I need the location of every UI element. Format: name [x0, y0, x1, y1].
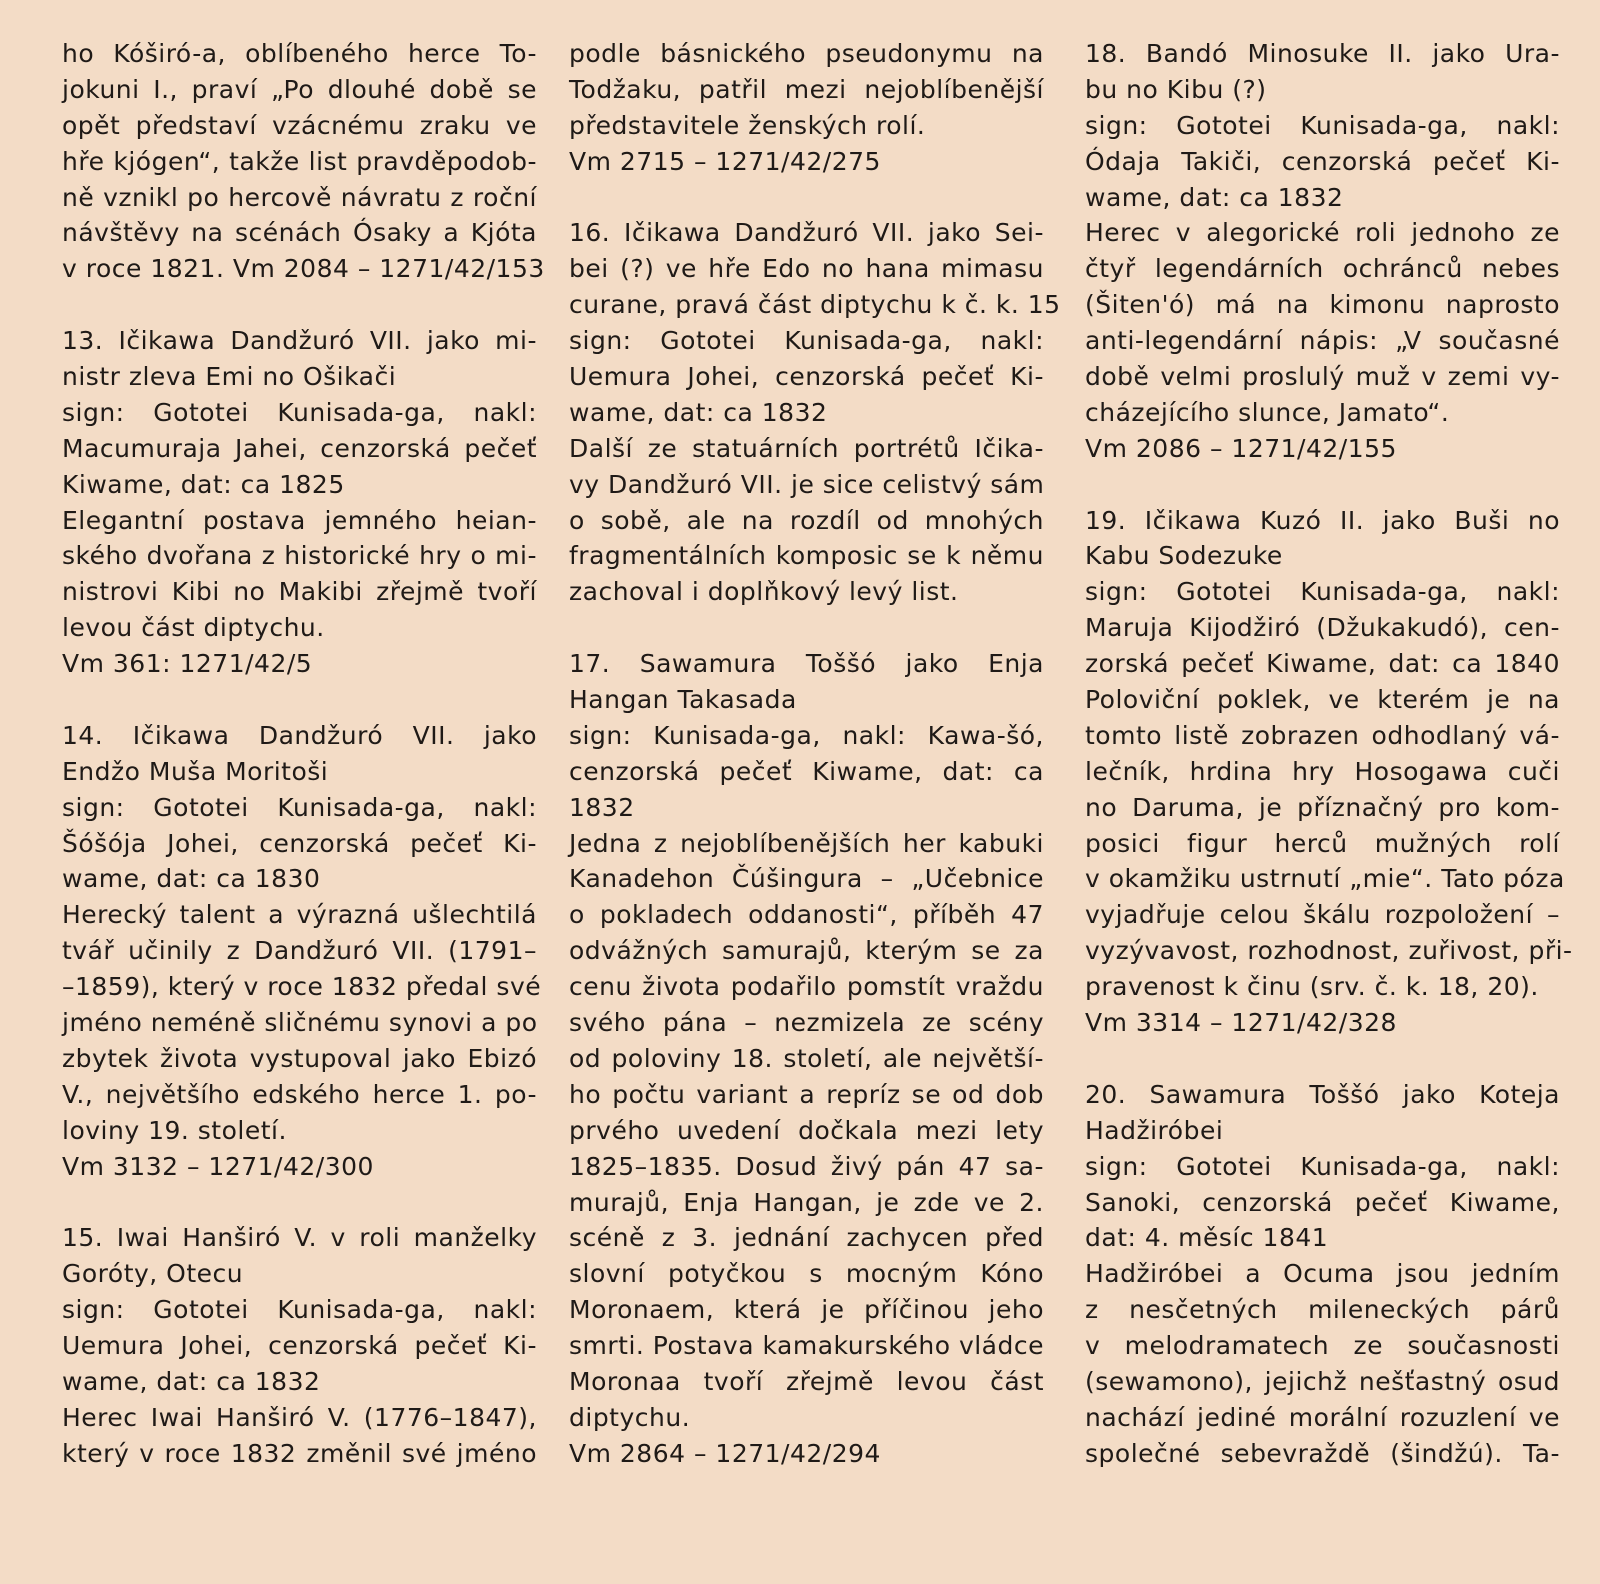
text-line: vy Dandžuró VII. je sice celistvý sám	[569, 469, 1045, 499]
text-line: Kabu Sodezuke	[1085, 541, 1283, 571]
text-line: (Šiten'ó) má na kimonu naprosto	[1085, 290, 1560, 320]
text-line: bei (?) ve hře Edo no hana mimasu	[569, 254, 1044, 284]
text-column-1	[62, 36, 545, 1508]
text-line: nachází jediné morální rozuzlení ve	[1085, 1402, 1560, 1432]
text-line: nistrovi Kibi no Makibi zřejmě tvoří	[62, 577, 537, 607]
text-line: sign: Gototei Kunisada-ga, nakl:	[62, 792, 537, 822]
text-line: (sewamono), jejichž nešťastný osud	[1085, 1366, 1560, 1396]
text-line: návštěvy na scénách Ósaky a Kjóta	[62, 218, 537, 248]
text-line: Uemura Johei, cenzorská pečeť Ki-	[62, 1331, 537, 1361]
text-line: představitele ženských rolí.	[569, 110, 926, 140]
text-line: Uemura Johei, cenzorská pečeť Ki-	[569, 362, 1044, 392]
text-line: Goróty, Otecu	[62, 1259, 244, 1289]
text-line: sign: Gototei Kunisada-ga, nakl:	[1085, 110, 1560, 140]
text-line: 16. Ičikawa Dandžuró VII. jako Sei-	[569, 218, 1044, 248]
text-line: wame, dat: ca 1832	[62, 1366, 321, 1396]
text-line: 13. Ičikawa Dandžuró VII. jako mi-	[62, 326, 537, 356]
text-line: 18. Bandó Minosuke II. jako Ura-	[1085, 39, 1560, 68]
text-line: o sobě, ale na rozdíl od mnohých	[569, 505, 1044, 535]
text-line: Hangan Takasada	[569, 685, 797, 715]
text-line: Vm 3314 – 1271/42/328	[1085, 1008, 1397, 1038]
text-line: cházejícího slunce, Jamato“.	[1085, 397, 1450, 427]
catalog-entry	[569, 215, 1061, 610]
text-line: jméno neméně sličnému synovi a po	[62, 1008, 538, 1038]
text-line: prvého uvedení dočkala mezi lety	[569, 1115, 1044, 1145]
text-line: v roce 1821. Vm 2084 – 1271/42/153	[62, 254, 545, 284]
text-line: od poloviny 18. století, ale největší-	[569, 1043, 1044, 1073]
text-line: nistr zleva Emi no Ošikači	[62, 362, 397, 392]
text-line: Herecký talent a výrazná ušlechtilá	[62, 900, 537, 930]
text-line: fragmentálních komposic se k němu	[569, 541, 1044, 571]
text-line: cenzorská pečeť Kiwame, dat: ca	[569, 756, 1044, 786]
text-line: Maruja Kijodžiró (Džukakudó), cen-	[1085, 613, 1560, 643]
text-line: Herec v alegorické roli jednoho ze	[1085, 218, 1560, 248]
text-line: Vm 2086 – 1271/42/155	[1085, 433, 1397, 463]
text-line: 15. Iwai Hanširó V. v roli manželky	[62, 1223, 537, 1253]
text-line: v melodramatech ze současnosti	[1085, 1331, 1560, 1361]
text-line: Kiwame, dat: ca 1825	[62, 469, 345, 499]
text-line: o pokladech oddanosti“, příběh 47	[569, 900, 1044, 930]
text-line: 1832	[569, 792, 635, 822]
text-line: čtyř legendárních ochránců nebes	[1085, 254, 1560, 284]
text-line: levou část diptychu.	[62, 613, 325, 643]
text-line: tomto listě zobrazen odhodlaný vá-	[1085, 720, 1560, 750]
text-line: 14. Ičikawa Dandžuró VII. jako	[62, 720, 537, 750]
text-line: Todžaku, patřil mezi nejoblíbenější	[569, 74, 1044, 104]
text-line: wame, dat: ca 1832	[569, 397, 828, 427]
catalog-entry	[62, 1220, 537, 1471]
text-line: Herec Iwai Hanširó V. (1776–1847),	[62, 1402, 537, 1432]
text-line: wame, dat: ca 1830	[62, 864, 321, 894]
text-line: době velmi proslulý muž v zemi vy-	[1085, 362, 1560, 392]
text-line: cenu života podařilo pomstít vraždu	[569, 972, 1044, 1002]
catalog-entry	[62, 718, 542, 1185]
text-line: zbytek života vystupoval jako Ebizó	[62, 1043, 537, 1073]
text-line: curane, pravá část diptychu k č. k. 15	[569, 290, 1061, 320]
text-line: odvážných samurajů, kterým se za	[569, 936, 1044, 966]
text-line: Macumuraja Jahei, cenzorská pečeť	[62, 433, 537, 463]
text-line: Ódaja Takiči, cenzorská pečeť Ki-	[1085, 146, 1560, 176]
text-line: ho Kóširó-a, oblíbeného herce To-	[62, 39, 537, 68]
text-line: Další ze statuárních portrétů Ičika-	[569, 433, 1044, 463]
text-line: Vm 2864 – 1271/42/294	[569, 1438, 881, 1468]
catalog-entry	[1085, 1077, 1560, 1472]
text-line: ského dvořana z historické hry o mi-	[62, 541, 537, 571]
text-line: lečník, hrdina hry Hosogawa cuči	[1085, 756, 1560, 786]
text-line: zachoval i doplňkový levý list.	[569, 577, 959, 607]
text-line: scéně z 3. jednání zachycen před	[569, 1223, 1044, 1253]
text-line: 20. Sawamura Toššó jako Koteja	[1085, 1079, 1560, 1109]
catalog-entry	[569, 36, 1044, 180]
text-line: sign: Kunisada-ga, nakl: Kawa-šó,	[569, 720, 1044, 750]
catalog-entry	[62, 323, 537, 682]
text-line: jokuni I., praví „Po dlouhé době se	[62, 74, 537, 104]
text-line: tvář učinily z Dandžuró VII. (1791–	[62, 936, 537, 966]
text-column-3	[1085, 36, 1573, 1508]
text-line: svého pána – nezmizela ze scény	[569, 1008, 1044, 1038]
text-line: Moronaa tvoří zřejmě levou část	[569, 1366, 1044, 1396]
text-line: smrti. Postava kamakurského vládce	[569, 1331, 1044, 1361]
text-line: loviny 19. století.	[62, 1115, 287, 1145]
text-line: který v roce 1832 změnil své jméno	[62, 1438, 537, 1468]
text-line: diptychu.	[569, 1402, 691, 1432]
text-line: Hadžiróbei a Ocuma jsou jedním	[1085, 1259, 1560, 1289]
text-column-2	[569, 36, 1061, 1508]
text-line: Moronaem, která je příčinou jeho	[569, 1295, 1044, 1325]
text-line: bu no Kibu (?)	[1085, 74, 1267, 104]
text-line: sign: Gototei Kunisada-ga, nakl:	[62, 1295, 537, 1325]
text-line: Poloviční poklek, ve kterém je na	[1085, 685, 1560, 715]
text-line: slovní potyčkou s mocným Kóno	[569, 1259, 1044, 1289]
text-line: sign: Gototei Kunisada-ga, nakl:	[1085, 1151, 1560, 1181]
text-line: Šóšója Johei, cenzorská pečeť Ki-	[62, 828, 537, 858]
text-line: V., největšího edského herce 1. po-	[62, 1079, 537, 1109]
text-line: Elegantní postava jemného heian-	[62, 505, 537, 535]
text-line: hře kjógen“, takže list pravděpodob-	[62, 146, 537, 176]
catalog-entry	[1085, 36, 1560, 467]
text-line: v okamžiku ustrnutí „mie“. Tato póza	[1085, 864, 1565, 894]
text-line: Hadžiróbei	[1085, 1115, 1224, 1145]
text-line: vyzývavost, rozhodnost, zuřivost, při-	[1085, 936, 1573, 966]
text-line: z nesčetných mileneckých párů	[1085, 1295, 1560, 1325]
text-line: sign: Gototei Kunisada-ga, nakl:	[1085, 577, 1560, 607]
text-line: Vm 361: 1271/42/5	[62, 649, 313, 679]
catalog-entry	[62, 36, 545, 287]
text-line: 1825–1835. Dosud živý pán 47 sa-	[569, 1151, 1044, 1181]
text-line: pravenost k činu (srv. č. k. 18, 20).	[1085, 972, 1539, 1002]
text-line: posici figur herců mužných rolí	[1085, 828, 1560, 858]
text-line: ho počtu variant a repríz se od dob	[569, 1079, 1044, 1109]
text-line: vyjadřuje celou škálu rozpoložení –	[1085, 900, 1560, 930]
text-line: anti-legendární nápis: „V současné	[1085, 326, 1560, 356]
text-line: –1859), který v roce 1832 předal své	[62, 972, 542, 1002]
text-line: 19. Ičikawa Kuzó II. jako Buši no	[1085, 505, 1560, 535]
text-line: zorská pečeť Kiwame, dat: ca 1840	[1085, 649, 1560, 679]
text-line: Kanadehon Čúšingura – „Učebnice	[569, 864, 1044, 894]
text-line: Vm 2715 – 1271/42/275	[569, 146, 881, 176]
text-line: podle básnického pseudonymu na	[569, 39, 1044, 68]
text-line: no Daruma, je příznačný pro kom-	[1085, 792, 1560, 822]
text-line: wame, dat: ca 1832	[1085, 182, 1344, 212]
text-line: Jedna z nejoblíbenějších her kabuki	[569, 828, 1044, 858]
text-line: murajů, Enja Hangan, je zde ve 2.	[569, 1187, 1044, 1217]
catalog-entry	[569, 646, 1044, 1471]
text-line: 17. Sawamura Toššó jako Enja	[569, 649, 1044, 679]
catalog-entry	[1085, 503, 1573, 1041]
text-line: Sanoki, cenzorská pečeť Kiwame,	[1085, 1187, 1560, 1217]
text-line: Vm 3132 – 1271/42/300	[62, 1151, 374, 1181]
text-line: sign: Gototei Kunisada-ga, nakl:	[569, 326, 1044, 356]
text-line: Endžo Muša Moritoši	[62, 756, 329, 786]
text-line: dat: 4. měsíc 1841	[1085, 1223, 1329, 1253]
text-line: ně vznikl po hercově návratu z roční	[62, 182, 537, 212]
text-line: opět představí vzácnému zraku ve	[62, 110, 537, 140]
text-line: společné sebevraždě (šindžú). Ta-	[1085, 1438, 1560, 1468]
text-line: sign: Gototei Kunisada-ga, nakl:	[62, 397, 537, 427]
